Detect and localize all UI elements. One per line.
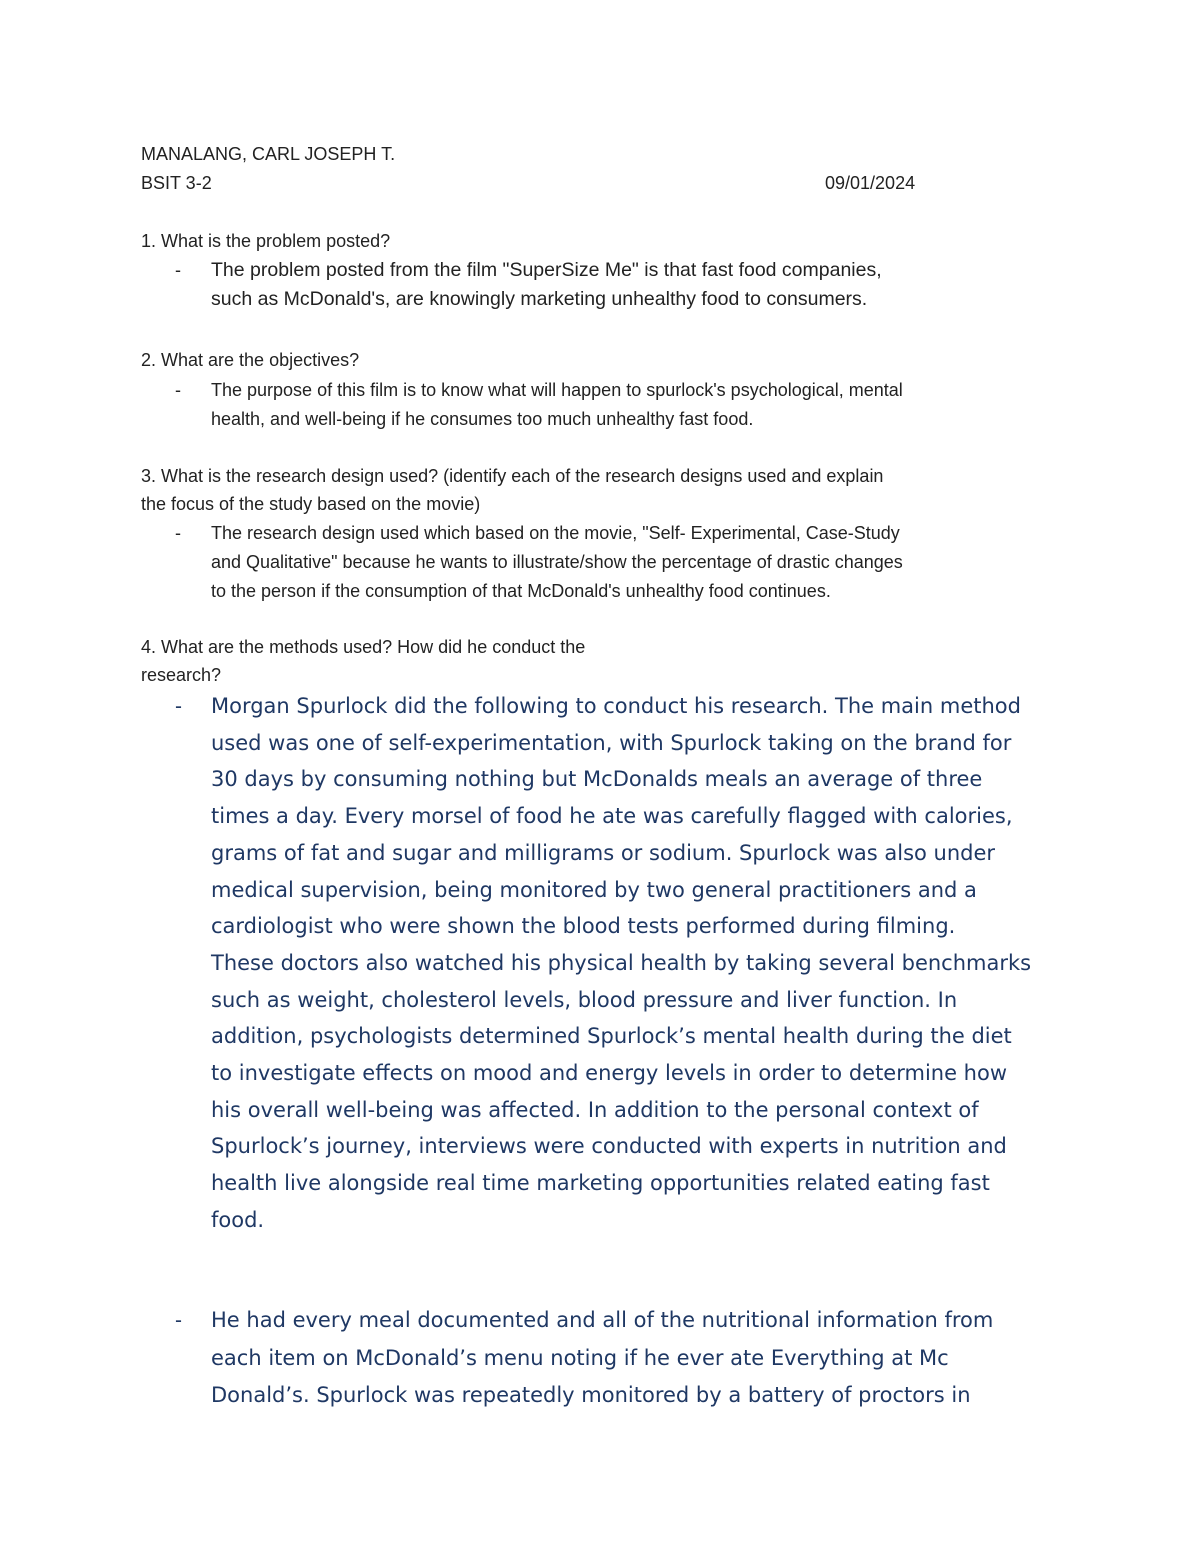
answer-3-line: The research design used which based on the movie, "Self- Experimental, Case-Study (211, 523, 900, 543)
paragraph-line: to investigate effects on mood and energy levels in order to determine how (211, 1061, 1008, 1085)
paragraph-line: grams of fat and sugar and milligrams or sodium. Spurlock was also under (211, 840, 996, 865)
bullet-dash: - (175, 380, 181, 400)
answer-1-line: The problem posted from the film "SuperSize Me" is that fast food companies, (211, 259, 882, 281)
paragraph-line: times a day. Every morsel of food he ate was carefully flagged with calories, (211, 804, 1013, 829)
paragraph-line: food. (211, 1207, 265, 1232)
question-3-line: 3. What is the research design used? (identify each of the research designs used and explain (141, 466, 884, 486)
paragraph-line: addition, psychologists determined Spurlock’s mental health during the diet (211, 1024, 1012, 1049)
paragraph-line: He had every meal documented and all of the nutritional information from (211, 1308, 994, 1332)
paragraph-line: such as weight, cholesterol levels, blood pressure and liver function. In (211, 987, 958, 1012)
bullet-dash: - (175, 1309, 182, 1332)
question-4-line: research? (141, 665, 222, 685)
answer-2-line: The purpose of this film is to know what will happen to spurlock's psychological, mental (211, 380, 903, 400)
question-1: 1. What is the problem posted? (141, 231, 391, 251)
paragraph-line: health live alongside real time marketing opportunities related eating fast (211, 1171, 990, 1196)
question-4-line: 4. What are the methods used? How did he conduct the (141, 637, 586, 657)
paragraph-line: Morgan Spurlock did the following to conduct his research. The main method (211, 694, 1021, 718)
bullet-dash: - (175, 523, 181, 543)
bullet-dash: - (175, 260, 181, 280)
answer-3-line: to the person if the consumption of that McDonald's unhealthy food continues. (211, 581, 831, 601)
bullet-dash: - (175, 695, 182, 718)
paragraph-line: cardiologist who were shown the blood tests performed during filming. (211, 914, 956, 939)
paragraph-line: each item on McDonald’s menu noting if he ever ate Everything at Mc (211, 1345, 949, 1370)
paragraph-line: 30 days by consuming nothing but McDonalds meals an average of three (211, 767, 983, 792)
paragraph-line: Spurlock’s journey, interviews were conducted with experts in nutrition and (211, 1134, 1007, 1159)
paragraph-line: used was one of self-experimentation, with Spurlock taking on the brand for (211, 730, 1012, 755)
answer-1-line: such as McDonald's, are knowingly marketing unhealthy food to consumers. (211, 288, 868, 310)
answer-3-line: and Qualitative" because he wants to illustrate/show the percentage of drastic changes (211, 552, 903, 572)
paragraph-line: medical supervision, being monitored by two general practitioners and a (211, 877, 977, 902)
student-name: MANALANG, CARL JOSEPH T. (141, 144, 396, 164)
paragraph-line: his overall well-being was affected. In addition to the personal context of (211, 1097, 979, 1122)
student-section: BSIT 3-2 (141, 173, 212, 193)
document-date: 09/01/2024 (825, 173, 916, 193)
paragraph-line: Donald’s. Spurlock was repeatedly monitored by a battery of proctors in (211, 1383, 971, 1407)
question-2: 2. What are the objectives? (141, 350, 360, 370)
question-3-line: the focus of the study based on the movie) (141, 494, 481, 514)
paragraph-line: These doctors also watched his physical health by taking several benchmarks (211, 950, 1032, 975)
answer-2-line: health, and well-being if he consumes too much unhealthy fast food. (211, 409, 754, 429)
